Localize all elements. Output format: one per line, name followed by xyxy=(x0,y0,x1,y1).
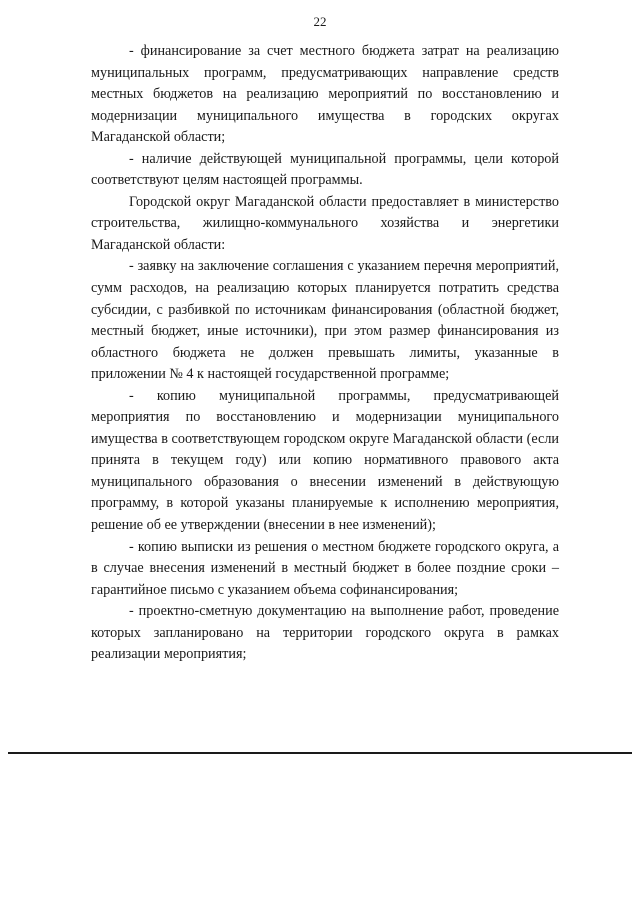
paragraph-local-budget-financing: - финансирование за счет местного бюджета затрат на реализацию муниципальных программ, предусматривающих направление средств местных бюджетов на реализацию мероприятий по восстановлению и модернизации муниципального имущества в городских округах Магаданской области; xyxy=(91,43,559,146)
paragraph-agreement-application: - заявку на заключение соглашения с указанием перечня мероприятий, сумм расходов, на реализацию которых планируется потратить средства субсидии, с разбивкой по источникам финансирования (областной бюджет, местный бюджет, иные источники), при этом размер финансирования из областного бюджета не должен превышать лимиты, указанные в приложении № 4 к настоящей государственной программе; xyxy=(91,258,559,383)
document-body xyxy=(91,41,559,666)
paragraph-city-district-submits: Городской округ Магаданской области предоставляет в министерство строительства, жилищно-коммунального хозяйства и энергетики Магаданской области: xyxy=(91,193,559,253)
scan-edge-line xyxy=(8,752,632,754)
page-number: 22 xyxy=(313,14,327,29)
paragraph-budget-extract: - копию выписки из решения о местном бюджете городского округа, а в случае внесения изменений в местный бюджет в более поздние сроки – гарантийное письмо с указанием объема софинансирования; xyxy=(91,538,559,598)
paragraph-municipal-program: - наличие действующей муниципальной программы, цели которой соответствуют целям настоящей программы. xyxy=(91,150,559,189)
paragraph-design-documentation: - проектно-сметную документацию на выполнение работ, проведение которых запланировано на территории городского округа в рамках реализации мероприятия; xyxy=(91,603,559,663)
paragraph-program-copy: - копию муниципальной программы, предусматривающей мероприятия по восстановлению и модернизации муниципального имущества в соответствующем городском округе Магаданской области (если принята в текущем году) или копию нормативного правового акта муниципального образования о внесении изменений в действующую программу, в которой указаны планируемые к исполнению мероприятия, решение об ее утверждении (внесении в нее изменений); xyxy=(91,387,559,534)
